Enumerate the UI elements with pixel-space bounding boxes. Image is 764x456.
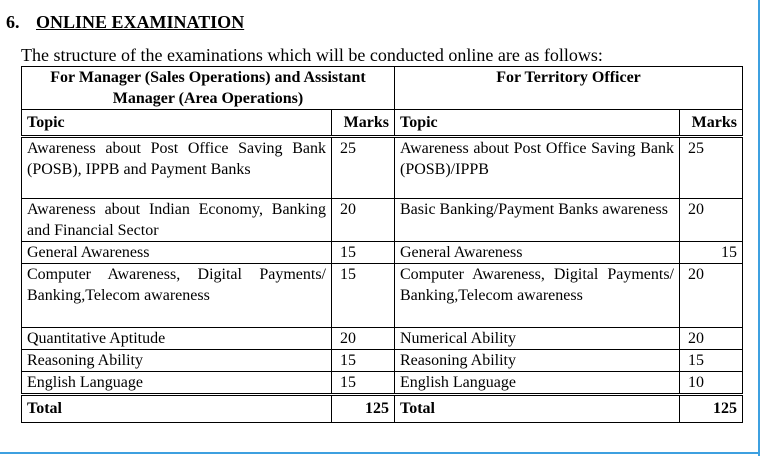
right-marks-cell: 25 xyxy=(680,137,743,199)
group-header-row xyxy=(22,67,743,110)
right-marks-header: Marks xyxy=(680,110,743,137)
left-topic-cell: Awareness about Indian Economy, Banking and Financial Sector xyxy=(22,199,332,242)
window-frame-right xyxy=(758,0,760,456)
table-row xyxy=(22,350,743,372)
group-header-manager: For Manager (Sales Operations) and Assistant Manager (Area Operations) xyxy=(22,67,395,110)
table-row xyxy=(22,328,743,350)
table-row xyxy=(22,199,743,242)
exam-structure-table xyxy=(21,66,743,423)
left-marks-cell: 15 xyxy=(332,350,395,372)
section-number: 6. xyxy=(6,12,20,32)
group-header-territory-officer: For Territory Officer xyxy=(395,67,743,110)
right-topic-cell: Awareness about Post Office Saving Bank (POSB)/IPPB xyxy=(395,137,680,199)
right-topic-cell: Basic Banking/Payment Banks awareness xyxy=(395,199,680,242)
left-topic-cell: English Language xyxy=(22,372,332,395)
right-marks-cell: 15 xyxy=(680,242,743,264)
left-marks-cell: 20 xyxy=(332,328,395,350)
left-marks-cell: 15 xyxy=(332,372,395,395)
left-topic-cell: Awareness about Post Office Saving Bank (POSB), IPPB and Payment Banks xyxy=(22,137,332,199)
left-marks-header: Marks xyxy=(332,110,395,137)
left-topic-cell: General Awareness xyxy=(22,242,332,264)
left-marks-cell: 20 xyxy=(332,199,395,242)
right-marks-cell: 10 xyxy=(680,372,743,395)
intro-text: The structure of the examinations which will be conducted online are as follows: xyxy=(21,45,603,65)
right-total-label: Total xyxy=(395,395,680,423)
right-marks-cell: 20 xyxy=(680,264,743,328)
right-topic-cell: Numerical Ability xyxy=(395,328,680,350)
total-row xyxy=(22,395,743,423)
right-topic-cell: General Awareness xyxy=(395,242,680,264)
right-topic-cell: Computer Awareness, Digital Payments/ Banking,Telecom awareness xyxy=(395,264,680,328)
column-header-row xyxy=(22,110,743,137)
section-heading xyxy=(6,12,244,33)
table-row xyxy=(22,242,743,264)
left-topic-cell: Quantitative Aptitude xyxy=(22,328,332,350)
right-marks-cell: 20 xyxy=(680,199,743,242)
left-topic-header: Topic xyxy=(22,110,332,137)
left-marks-cell: 15 xyxy=(332,242,395,264)
left-total-value: 125 xyxy=(332,395,395,423)
left-marks-cell: 15 xyxy=(332,264,395,328)
right-topic-cell: English Language xyxy=(395,372,680,395)
right-topic-cell: Reasoning Ability xyxy=(395,350,680,372)
right-marks-cell: 20 xyxy=(680,328,743,350)
table-row xyxy=(22,137,743,199)
left-total-label: Total xyxy=(22,395,332,423)
table-row xyxy=(22,372,743,395)
window-frame-bottom xyxy=(0,452,760,454)
right-total-value: 125 xyxy=(680,395,743,423)
section-title: ONLINE EXAMINATION xyxy=(36,12,245,32)
left-topic-cell: Computer Awareness, Digital Payments/ Banking,Telecom awareness xyxy=(22,264,332,328)
right-topic-header: Topic xyxy=(395,110,680,137)
table-row xyxy=(22,264,743,328)
left-topic-cell: Reasoning Ability xyxy=(22,350,332,372)
right-marks-cell: 15 xyxy=(680,350,743,372)
left-marks-cell: 25 xyxy=(332,137,395,199)
